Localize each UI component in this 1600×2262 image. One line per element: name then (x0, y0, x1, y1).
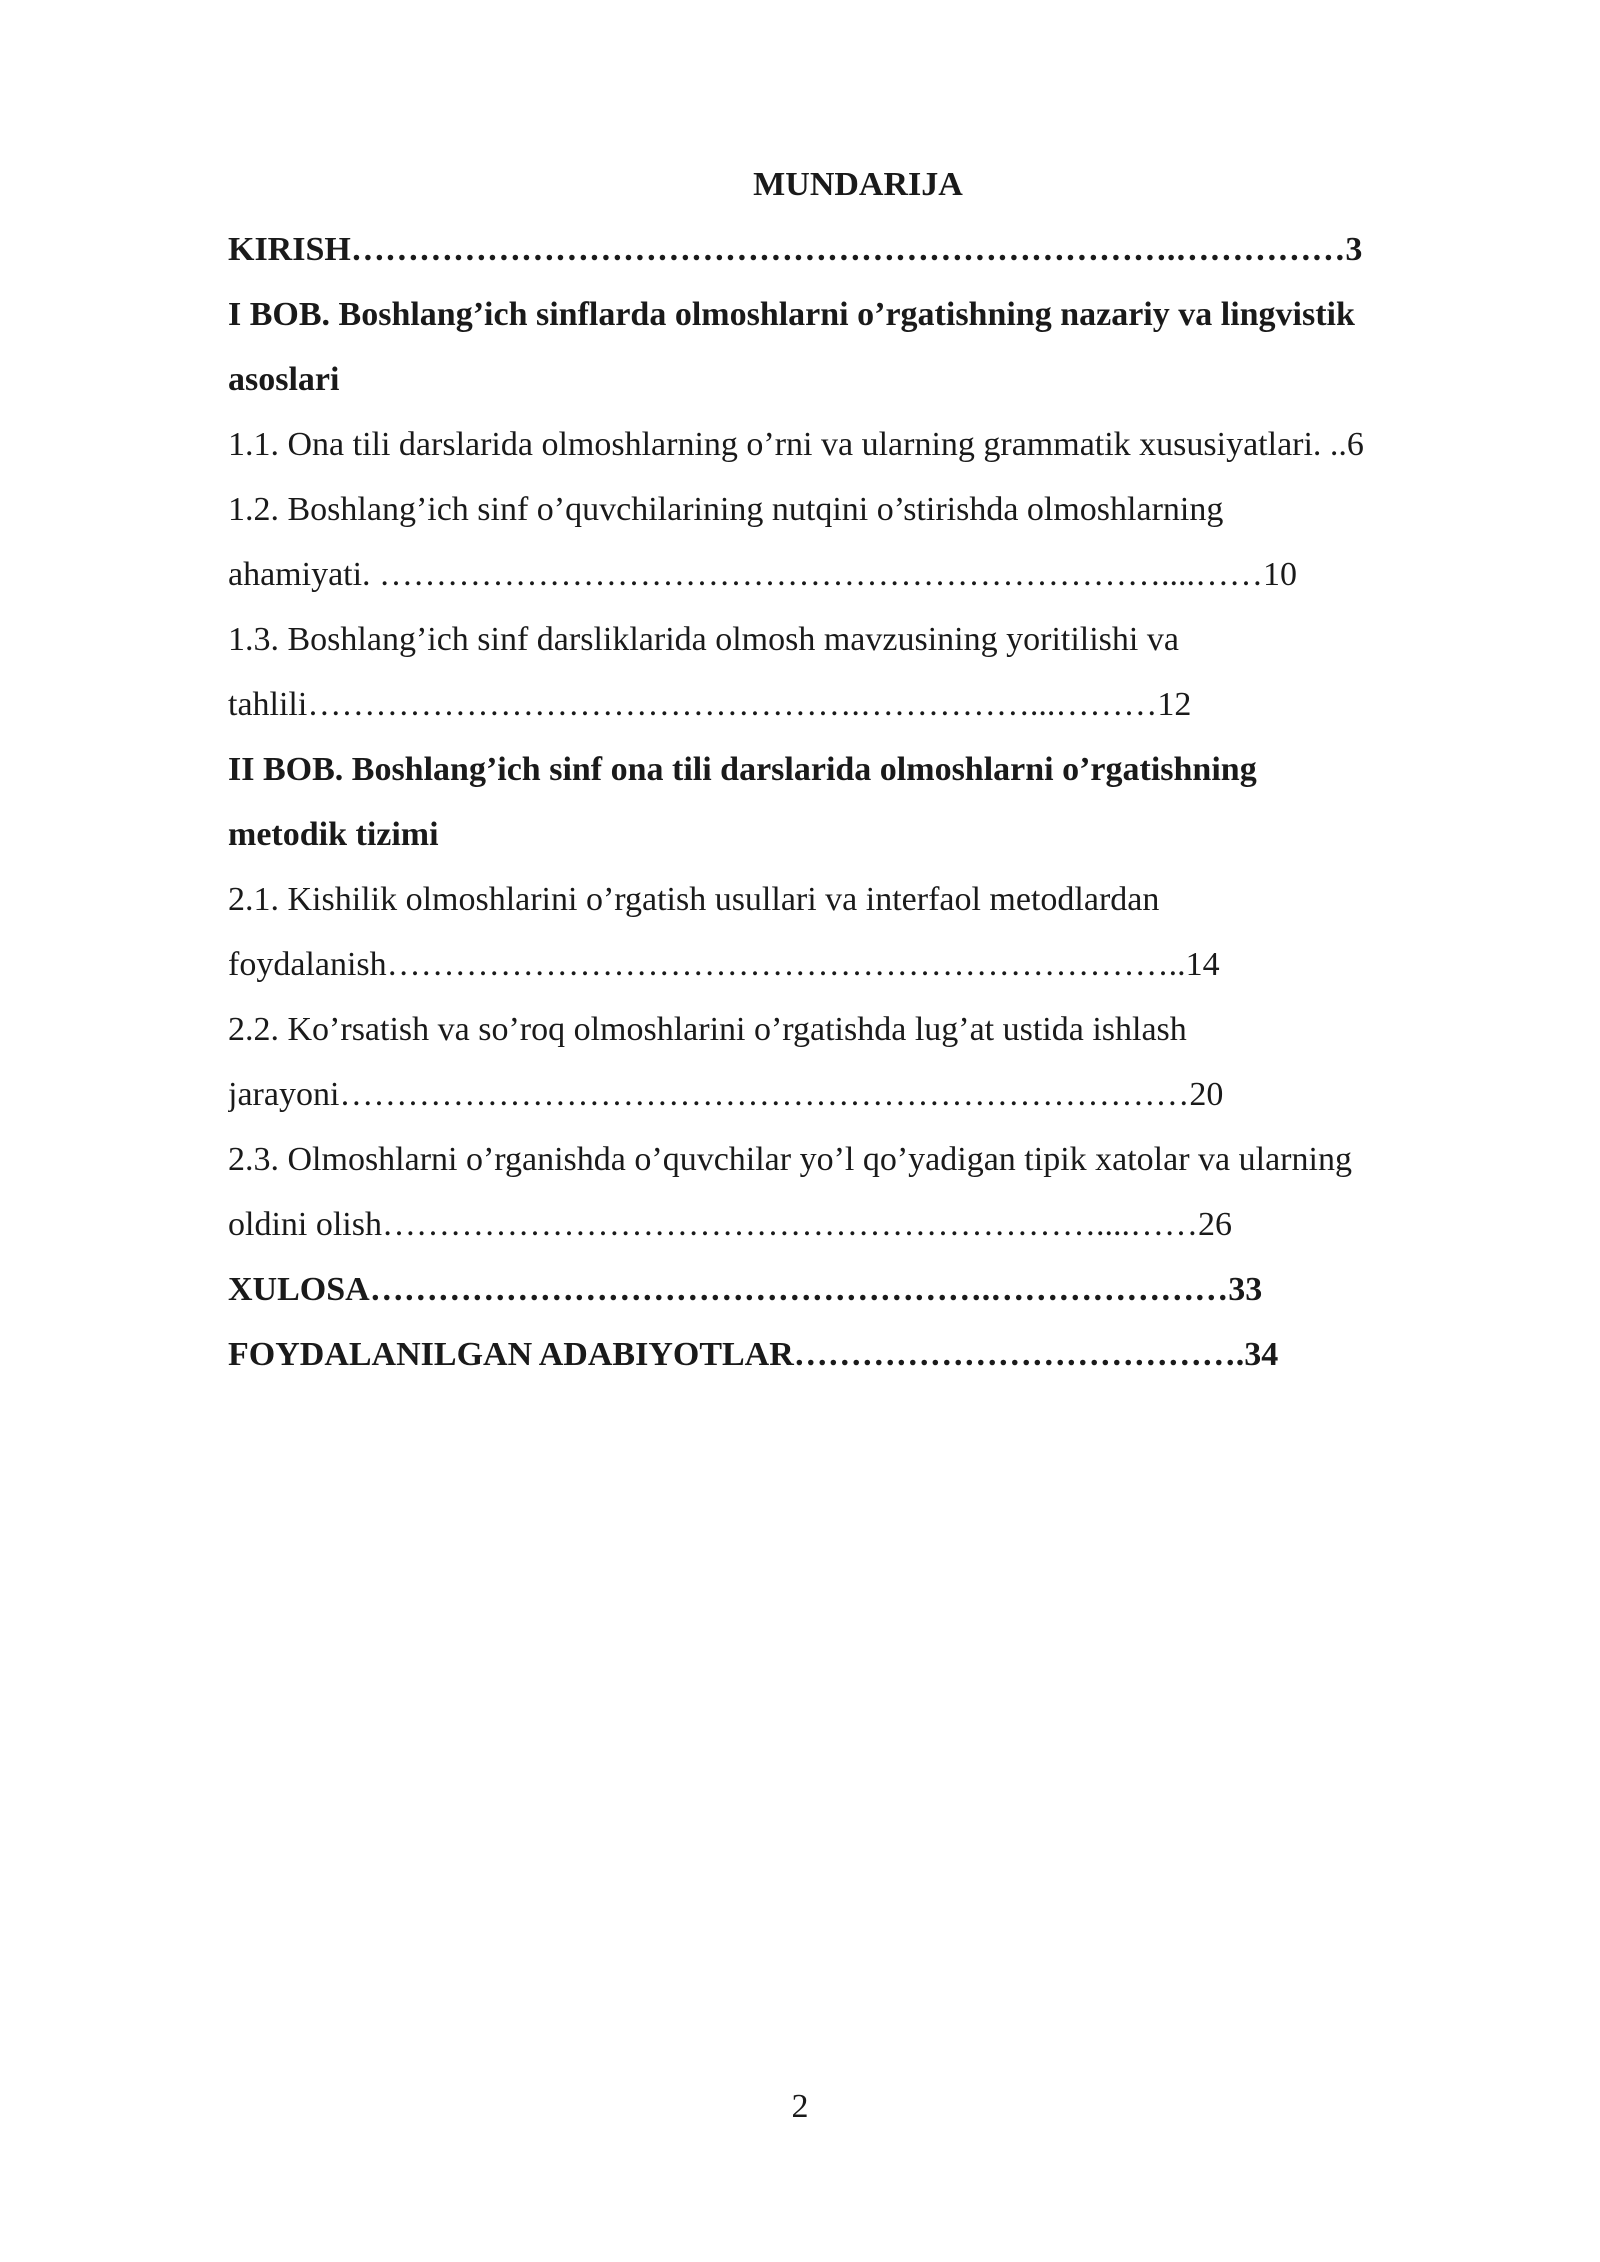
toc-entry-2-2-line1: 2.2. Ko’rsatish va so’roq olmoshlarini o’rgatishda lug’at ustida ishlash (228, 1011, 1187, 1048)
toc-entry-1-3-line2: tahlili………………………………………….……………...………12 (228, 686, 1192, 723)
toc-entry-xulosa: XULOSA……………………………………………….…………………33 (228, 1271, 1263, 1308)
toc-title: MUNDARIJA (753, 166, 963, 203)
page-number: 2 (791, 2088, 809, 2125)
toc-chapter-2-title-line2: metodik tizimi (228, 816, 439, 853)
toc-entry-adabiyotlar: FOYDALANILGAN ADABIYOTLAR………………………………….34 (228, 1336, 1279, 1373)
toc-entry-kirish: KIRISH……………………………………………………………….……………3 (228, 231, 1363, 268)
toc-entry-1-2-line2: ahamiyati. ……………………………………………………………....……10 (228, 556, 1298, 593)
toc-chapter-2-title-line1: II BOB. Boshlang’ich sinf ona tili darslarida olmoshlarni o’rgatishning (228, 751, 1257, 788)
toc-chapter-1-title-line1: I BOB. Boshlang’ich sinflarda olmoshlarni o’rgatishning nazariy va lingvistik (228, 296, 1355, 333)
toc-entry-2-3-line1: 2.3. Olmoshlarni o’rganishda o’quvchilar yo’l qo’yadigan tipik xatolar va ularning (228, 1141, 1352, 1178)
toc-entry-2-1-line1: 2.1. Kishilik olmoshlarini o’rgatish usullari va interfaol metodlardan (228, 881, 1160, 918)
table-of-contents (228, 152, 1488, 1387)
toc-entry-1-2-line1: 1.2. Boshlang’ich sinf o’quvchilarining nutqini o’stirishda olmoshlarning (228, 491, 1224, 528)
toc-entry-2-2-line2: jarayoni…………………………………………………………………20 (228, 1076, 1224, 1113)
toc-entry-1-3-line1: 1.3. Boshlang’ich sinf darsliklarida olmosh mavzusining yoritilishi va (228, 621, 1179, 658)
toc-entry-1-1: 1.1. Ona tili darslarida olmoshlarning o’rni va ularning grammatik xususiyatlari. ..6 (228, 426, 1364, 463)
toc-entry-2-1-line2: foydalanish……………………………………………………………..14 (228, 946, 1220, 983)
toc-entry-2-3-line2: oldini olish………………………………………………………....……26 (228, 1206, 1232, 1243)
toc-chapter-1-title-line2: asoslari (228, 361, 340, 398)
